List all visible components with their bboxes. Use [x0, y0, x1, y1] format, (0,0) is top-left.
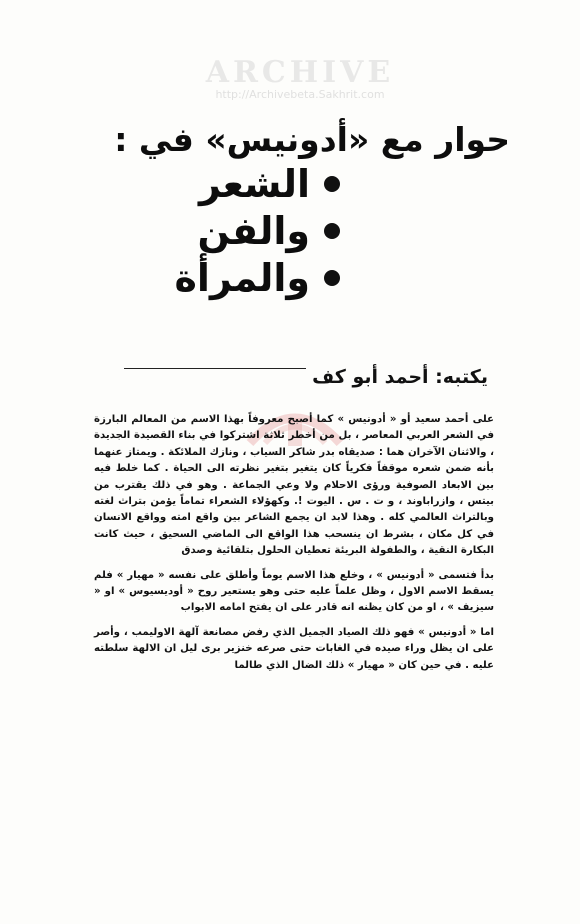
bullet-icon [324, 270, 340, 286]
topic-label: والفن [197, 208, 310, 253]
topic-list [175, 160, 341, 301]
topic-label: الشعر [198, 161, 310, 206]
article-body [94, 412, 494, 682]
archive-watermark [150, 55, 450, 101]
topic-item [175, 254, 341, 301]
author-byline: يكتبه: أحمد أبو كف [306, 366, 488, 388]
article-headline: حوار مع «أدونيس» في : [114, 120, 510, 160]
bullet-icon [324, 176, 340, 192]
watermark-url: http://Archivebeta.Sakhrit.com [215, 88, 385, 101]
topic-item [175, 207, 341, 254]
watermark-title: ARCHIVE [205, 55, 395, 90]
byline-block [124, 360, 488, 390]
bullet-icon [324, 223, 340, 239]
topic-item [175, 160, 341, 207]
article-paragraph: اما « أدونيس » فهو ذلك الصياد الجميل الذي رفض مصانعة آلهة الاوليمب ، وأصر على ان يظل وراء صيده في الغابات حتى صرعه خنزير برى ليل ان الالهة سلطته عليه . في حين كان « مهيار » ذلك الضال الذي طالما [94, 626, 494, 671]
article-paragraph: على أحمد سعيد أو « أدونيس » كما أصبح معروفاً بهذا الاسم من المعالم البارزة في الشعر العربي المعاصر ، بل من أخطر ثلاثة اشتركوا في بناء القصيدة الجديدة ، والاثنان الآخران هما : صديقاه بدر شاكر السياب ، ونازك الملائكة . ويمتاز عنهما بأنه ضمن شعره موقفاً فكرياً كان يتغير بتغير نظرته الى الحياة . كما خلط فيه بين الابعاد الصوفية ورؤى الاحلام ولا وعي الجماعة . وهو في ذلك يقترب من بيتس ، وازراباوند ، و ت . س . اليوت !. وكهؤلاء الشعراء تماماً يؤمن بتراث لغته وبالتراث العالمي كله . وهذا لابد ان يجمع الشاعر بين واقع امته وواقع الانسان في كل مكان ، بشرط ان ينسحب هذا الواقع الى الماضي السحيق ، حيث كانت البكارة النقية ، والطفولة البريئة تعطيان الحلول بتلقائية وصدق [94, 414, 494, 557]
article-paragraph: بدأ فتسمى « أدونيس » ، وخلع هذا الاسم يوماً وأطلق على نفسه « مهيار » فلم يسقط الاسم الاول ، وظل علماً عليه حتى وهو يستعير روح « أوديسيوس » او « سيزيف » ، او من كان يظنه انه قادر على ان يفتح امامه الابواب [94, 569, 494, 614]
topic-label: والمرأة [174, 255, 310, 300]
